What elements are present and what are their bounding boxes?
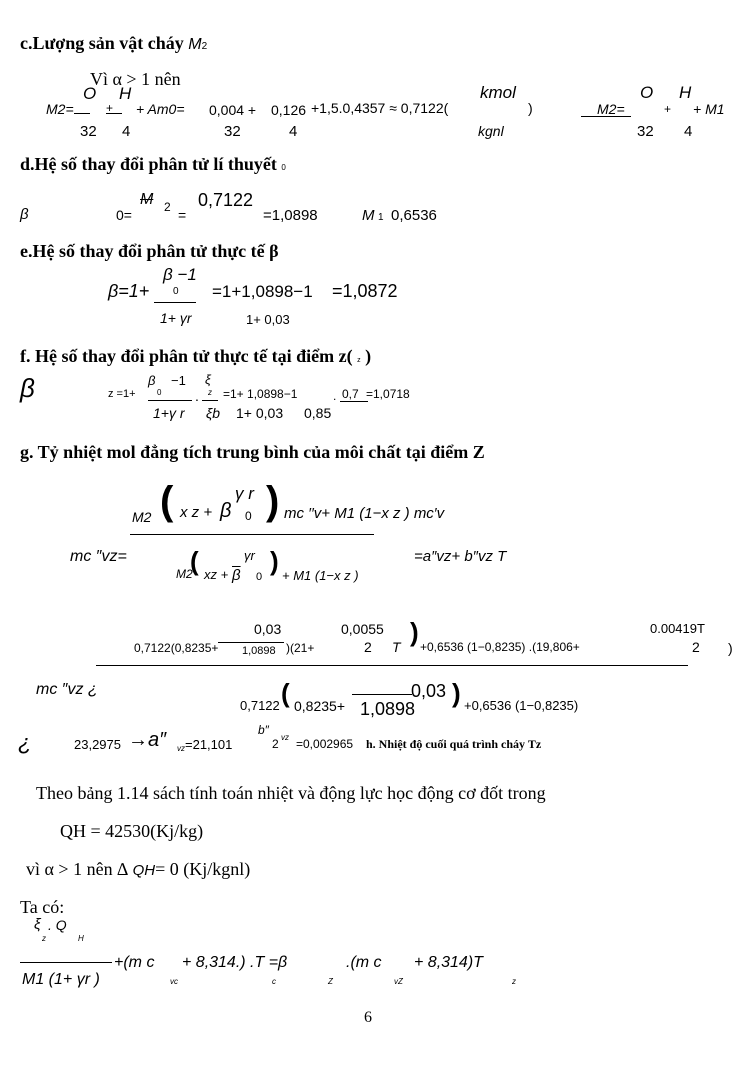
e-mid: =1+1,0898−1 bbox=[212, 282, 313, 301]
f-xi-sub: z bbox=[208, 388, 212, 397]
d-value: 0,7122 bbox=[198, 190, 254, 210]
g-n-0055: 0,0055 bbox=[341, 621, 384, 637]
d-den: 0,6536 bbox=[391, 207, 437, 224]
section-c-note: Vì α > 1 nên bbox=[90, 69, 181, 89]
f-beta: β bbox=[20, 373, 35, 403]
g-num-paren-open: ( bbox=[160, 479, 174, 523]
e-num-sub: 0 bbox=[173, 286, 179, 297]
val-o: 0,004 + bbox=[209, 102, 257, 118]
e-num: β −1 bbox=[163, 265, 197, 284]
g-n-part3: +0,6536 (1−0,8235) .(19,806+ bbox=[420, 640, 580, 654]
frac-o-num: O bbox=[83, 84, 97, 103]
d-m1: M bbox=[362, 207, 375, 224]
g-n-T: T bbox=[392, 639, 401, 655]
g-res-aval: =21,101 bbox=[185, 737, 233, 752]
g-den-beta: $\overline{\beta}$ bbox=[232, 567, 241, 584]
e-mid-den: 1+ 0,03 bbox=[246, 312, 290, 327]
section-f-close: ) bbox=[365, 346, 372, 366]
h-mid2: + 8,314.) .T =β bbox=[182, 954, 288, 971]
g-n-paren-close: ) bbox=[410, 617, 419, 647]
g-rhs: =a″vz+ b″vz T bbox=[414, 548, 507, 565]
val-h: 0,126 bbox=[271, 102, 307, 118]
g-d-part1: 0,7122 bbox=[240, 698, 280, 713]
g-big-rule bbox=[96, 665, 688, 666]
g-d-paren-open: ( bbox=[281, 678, 290, 708]
section-c-var: M bbox=[188, 36, 202, 53]
right-o-den: 32 bbox=[637, 123, 654, 140]
g-res-b: b″ bbox=[258, 723, 269, 737]
h-cond bbox=[26, 860, 250, 878]
g-n-part1: 0,7122(0,8235+ bbox=[134, 641, 219, 655]
frac-plus: + bbox=[106, 101, 114, 115]
right-rule bbox=[581, 116, 631, 117]
right-m2-lhs: M2= bbox=[597, 101, 625, 117]
h-q-sub: H bbox=[78, 934, 84, 943]
g-den-paren-open: ( bbox=[190, 546, 199, 576]
f-lhs: z =1+ bbox=[108, 388, 136, 400]
val-o-den: 32 bbox=[224, 123, 241, 140]
section-c-heading bbox=[20, 34, 207, 53]
f-den1: 1+γ r bbox=[153, 405, 185, 421]
f-frac-den: 0,85 bbox=[304, 405, 332, 421]
right-plus: + bbox=[664, 102, 672, 116]
g-lhs: mc ″vz= bbox=[70, 548, 127, 565]
e-lhs: β=1+ bbox=[108, 281, 150, 301]
h-rhs: .(m c bbox=[346, 954, 382, 971]
g-den-m2: M2 bbox=[176, 567, 193, 581]
frac-o-den: 32 bbox=[80, 123, 97, 140]
h-den: M1 (1+ γr ) bbox=[22, 971, 100, 988]
f-num-rest: −1 bbox=[171, 373, 186, 388]
f-mid-den: 1+ 0,03 bbox=[236, 405, 284, 421]
right-m1: + M1 bbox=[693, 101, 725, 117]
g-d-part3: +0,6536 (1−0,8235) bbox=[464, 698, 579, 713]
section-e-heading: e.Hệ số thay đổi phân tử thực tế β bbox=[20, 241, 279, 261]
g-res-2: 2 bbox=[272, 737, 279, 751]
g-den-xz: xz + bbox=[204, 567, 229, 582]
h-cond-post: = 0 (Kj/kgnl) bbox=[155, 859, 251, 879]
g-num-m2: M2 bbox=[132, 509, 152, 525]
h-cond-q: QH bbox=[132, 862, 156, 879]
f-frac-num: 0,7 bbox=[342, 387, 359, 401]
section-d-sub: 0 bbox=[281, 163, 286, 172]
g-n-close: ) bbox=[728, 640, 733, 656]
g-d-paren-close: ) bbox=[452, 678, 461, 708]
d-m1-sub: 1 bbox=[378, 212, 384, 223]
f-xi-den: ξb bbox=[206, 405, 221, 421]
section-c-var-sub: 2 bbox=[201, 41, 208, 52]
g-den-0: 0 bbox=[256, 571, 263, 583]
f-mid: =1+ 1,0898−1 bbox=[223, 387, 298, 401]
h-xi: ξ bbox=[34, 916, 41, 933]
g-num-gamma: γ r bbox=[235, 484, 254, 503]
g-res-arrow: →a″ bbox=[128, 729, 167, 751]
unit-close: ) bbox=[528, 100, 533, 116]
h-mid: +(m c bbox=[114, 954, 155, 971]
h-taco: Ta có: bbox=[20, 897, 65, 917]
f-xi-rule bbox=[202, 400, 218, 401]
g-res-mark: ¿ bbox=[18, 730, 32, 755]
g-d-003: 0,03 bbox=[411, 681, 447, 701]
g-n-2b: 2 bbox=[692, 639, 700, 655]
h-tc: c bbox=[272, 977, 276, 986]
g-n-10898: 1,0898 bbox=[242, 645, 276, 657]
g-res-asub: vz bbox=[177, 744, 185, 753]
h-mid-sub: vc bbox=[170, 977, 178, 986]
h-rhs2: + 8,314)T bbox=[414, 954, 483, 971]
val-rest: +1,5.0,4357 ≈ 0,7122( bbox=[311, 100, 449, 116]
frac-o-rule bbox=[74, 113, 90, 114]
h-z1: Z bbox=[328, 977, 333, 986]
right-h-den: 4 bbox=[684, 123, 693, 140]
g-num-paren-close: ) bbox=[266, 479, 280, 523]
h-qh: QH = 42530(Kj/kg) bbox=[60, 821, 204, 841]
section-d-title: d.Hệ số thay đổi phân tử lí thuyết bbox=[20, 154, 277, 174]
section-g-heading: g. Tỷ nhiệt mol đẳng tích trung bình của môi chất tại điểm Z bbox=[20, 442, 485, 462]
d-m2: M bbox=[140, 191, 154, 208]
g-n-003: 0,03 bbox=[254, 621, 282, 637]
f-dot1: . bbox=[195, 388, 199, 404]
page-number: 6 bbox=[364, 1009, 372, 1026]
g-lhs2: mc ″vz ¿ bbox=[36, 681, 98, 698]
g-den-rest: + M1 (1−x z ) bbox=[282, 568, 359, 583]
g-den-paren-close: ) bbox=[270, 546, 279, 576]
h-cond-pre: vì α > 1 nên ∆ bbox=[26, 859, 129, 879]
section-f-sub: z bbox=[357, 357, 361, 364]
h-ref: Theo bảng 1.14 sách tính toán nhiệt và động lực học động cơ đốt trong bbox=[36, 783, 546, 803]
g-main-rule bbox=[130, 534, 374, 535]
section-f-title: f. Hệ số thay đổi phân tử thực tế tại điểm z( bbox=[20, 346, 353, 366]
e-frac-rule bbox=[154, 302, 196, 303]
section-d-heading bbox=[20, 155, 286, 173]
f-num-beta-sub: 0 bbox=[157, 388, 162, 397]
g-num-x: x z + bbox=[180, 504, 213, 521]
section-c-title: c.Lượng sản vật cháy bbox=[20, 33, 184, 53]
val-h-den: 4 bbox=[289, 123, 298, 140]
d-m2-sub: 2 bbox=[164, 200, 171, 214]
g-res-bval: =0,002965 bbox=[296, 737, 354, 751]
eq-m2-lhs: M2= bbox=[46, 101, 74, 117]
right-o: O bbox=[640, 83, 654, 102]
h-frac-rule bbox=[20, 962, 112, 963]
f-dot2: . bbox=[333, 389, 337, 403]
g-n-part2: )(21+ bbox=[286, 641, 315, 655]
f-result: =1,0718 bbox=[366, 387, 410, 401]
f-num-beta: β bbox=[148, 373, 156, 388]
g-num-mc: mc ′′v+ M1 (1−x z ) mc′v bbox=[284, 505, 445, 522]
g-num-0: 0 bbox=[245, 509, 252, 523]
d-beta-sub: 0= bbox=[116, 207, 132, 223]
g-d-10898: 1,0898 bbox=[360, 699, 416, 719]
g-d-part2: 0,8235+ bbox=[294, 698, 345, 714]
g-num-beta: β bbox=[220, 500, 232, 522]
g-den-gamma: γr bbox=[244, 548, 255, 563]
h-rhs-sub: vZ bbox=[394, 977, 403, 986]
g-d-rule bbox=[352, 694, 412, 695]
h-q: . Q bbox=[48, 917, 67, 933]
unit-kgnl: kgnl bbox=[478, 123, 504, 139]
frac-h-den: 4 bbox=[122, 123, 131, 140]
g-n-00419: 0.00419T bbox=[650, 621, 705, 636]
d-beta: β bbox=[20, 206, 29, 223]
f-frac2-rule bbox=[340, 401, 368, 402]
section-h-heading: h. Nhiệt độ cuối quá trình cháy Tz bbox=[366, 737, 542, 751]
h-tz: z bbox=[512, 977, 516, 986]
e-den: 1+ γr bbox=[160, 310, 192, 326]
h-xi-sub: z bbox=[42, 934, 46, 943]
frac-h-num: H bbox=[119, 84, 132, 103]
f-xi: ξ bbox=[205, 372, 211, 387]
term-am0: + Am0= bbox=[136, 101, 185, 117]
frac-h-rule bbox=[106, 113, 122, 114]
g-n-rule1 bbox=[218, 642, 284, 643]
right-h: H bbox=[679, 83, 692, 102]
e-result: =1,0872 bbox=[332, 281, 398, 301]
section-f-heading bbox=[20, 347, 371, 365]
g-n-2a: 2 bbox=[364, 639, 372, 655]
f-frac1-rule bbox=[148, 400, 192, 401]
g-res-bsub: vz bbox=[281, 733, 289, 742]
unit-kmol: kmol bbox=[480, 83, 516, 102]
g-res-a: 23,2975 bbox=[74, 737, 121, 752]
d-result: =1,0898 bbox=[263, 207, 318, 224]
d-eq: = bbox=[178, 207, 187, 223]
